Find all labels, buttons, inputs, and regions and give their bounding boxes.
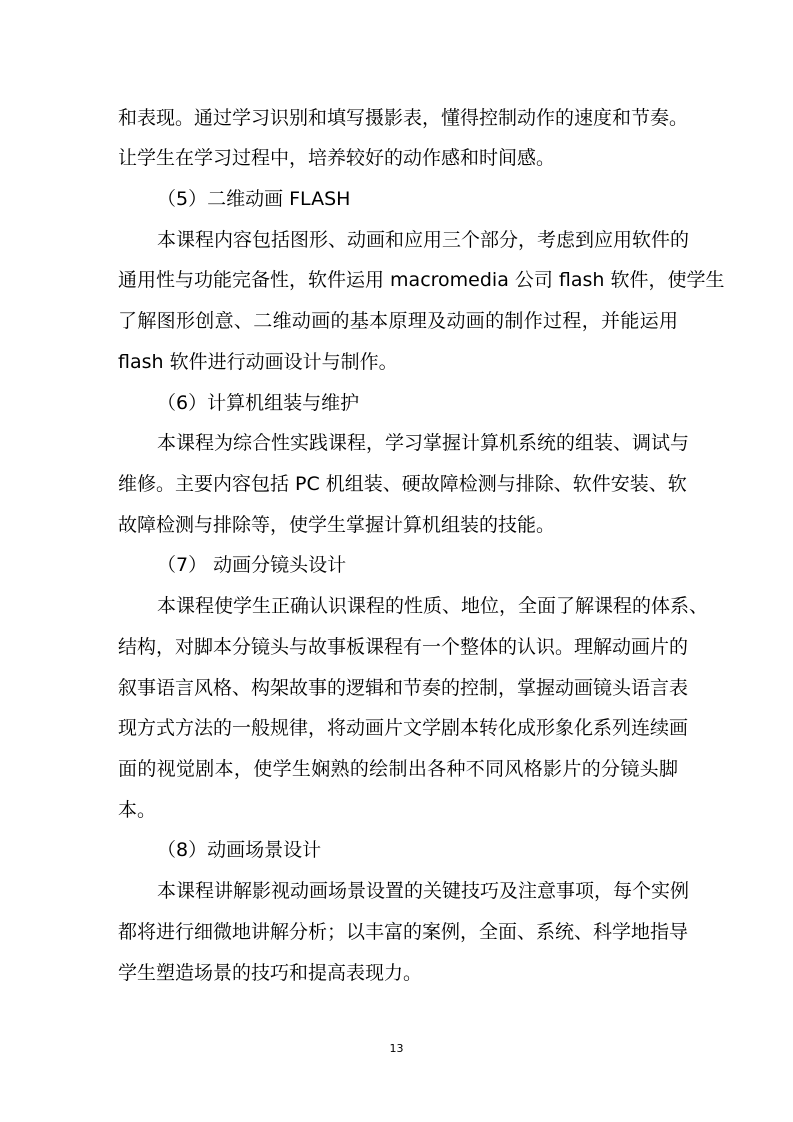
paragraph-line: 本课程使学生正确认识课程的性质、地位，全面了解课程的体系、 (157, 595, 709, 617)
paragraph-line: 通用性与功能完备性，软件运用 macromedia 公司 flash 软件，使学生 (118, 269, 725, 291)
paragraph-line: 面的视觉剧本，使学生娴熟的绘制出各种不同风格影片的分镜头脚 (118, 758, 678, 780)
paragraph-line: 和表现。通过学习识别和填写摄影表，懂得控制动作的速度和节奏。 (118, 107, 689, 129)
paragraph-line: 学生塑造场景的技巧和提高表现力。 (118, 962, 423, 984)
paragraph-line: 了解图形创意、二维动画的基本原理及动画的制作过程，并能运用 (118, 310, 678, 332)
paragraph-line: flash 软件进行动画设计与制作。 (118, 351, 398, 373)
paragraph-line: 都将进行细微地讲解分析；以丰富的案例，全面、系统、科学地指导 (118, 921, 689, 943)
paragraph-line: 本课程为综合性实践课程，学习掌握计算机系统的组装、调试与 (157, 432, 690, 454)
section-heading-5: （5）二维动画 FLASH (157, 188, 351, 210)
paragraph-line: 现方式方法的一般规律，将动画片文学剧本转化成形象化系列连续画 (118, 717, 689, 739)
paragraph-line: 本课程讲解影视动画场景设置的关键技巧及注意事项，每个实例 (157, 880, 690, 902)
paragraph-line: 本课程内容包括图形、动画和应用三个部分，考虑到应用软件的 (157, 229, 690, 251)
paragraph-line: 维修。主要内容包括 PC 机组装、硬故障检测与排除、软件安装、软 (118, 473, 687, 495)
section-heading-7: （7） 动画分镜头设计 (157, 554, 347, 576)
section-heading-6: （6）计算机组装与维护 (157, 392, 360, 414)
page-number: 13 (389, 1042, 404, 1055)
paragraph-line: 故障检测与排除等，使学生掌握计算机组装的技能。 (118, 514, 556, 536)
section-heading-8: （8）动画场景设计 (157, 839, 322, 861)
paragraph-line: 本。 (118, 799, 157, 821)
paragraph-line: 结构，对脚本分镜头与故事板课程有一个整体的认识。理解动画片的 (118, 636, 689, 658)
paragraph-line: 叙事语言风格、构架故事的逻辑和节奏的控制，掌握动画镜头语言表 (118, 677, 689, 699)
paragraph-line: 让学生在学习过程中，培养较好的动作感和时间感。 (118, 147, 556, 169)
